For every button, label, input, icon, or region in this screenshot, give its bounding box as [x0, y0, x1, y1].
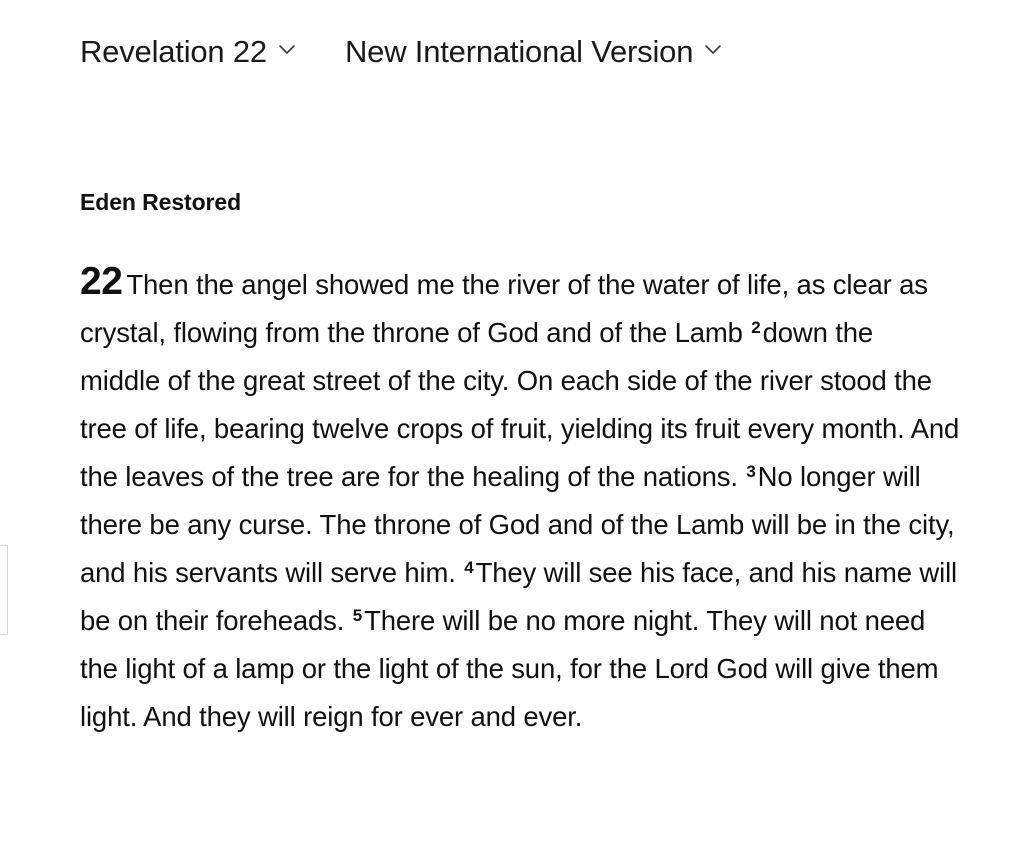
verse-text: No longer will there be any curse. The throne of God and of the Lamb will be in the city, and his servants will serve him.: [80, 461, 955, 588]
version-selector[interactable]: [345, 34, 723, 70]
verse-text: Then the angel showed me the river of the water of life, as clear as crystal, flowing from the throne of God and of the Lamb: [80, 269, 928, 348]
left-edge-panel-sliver: [0, 545, 8, 635]
passage-segments: [80, 269, 959, 732]
chapter-selector-label: Revelation 22: [80, 34, 267, 69]
chevron-down-icon[interactable]: [277, 40, 297, 60]
passage-heading: Eden Restored: [80, 189, 242, 215]
verse-text: They will see his face, and his name will be on their foreheads.: [80, 557, 957, 636]
passage-body: [80, 258, 960, 741]
chapter-number: 22: [80, 260, 123, 303]
chevron-down-icon[interactable]: [703, 40, 723, 60]
verse-number: 4: [464, 557, 474, 577]
chapter-selector[interactable]: [80, 34, 297, 70]
verse-text: There will be no more night. They will not need the light of a lamp or the light of the sun, for the Lord God will give them light. And they will reign for ever and ever.: [80, 605, 939, 732]
version-selector-label: New International Version: [344, 34, 694, 69]
verse-number: 3: [746, 461, 756, 481]
verse-number: 2: [751, 317, 761, 337]
passage-selector-bar: [80, 34, 723, 70]
verse-text: down the middle of the great street of the city. On each side of the river stood the tree of life, bearing twelve crops of fruit, yielding its fruit every month. And the leaves of the tree are for the healing of the nations.: [80, 317, 960, 492]
verse-number: 5: [352, 605, 363, 625]
